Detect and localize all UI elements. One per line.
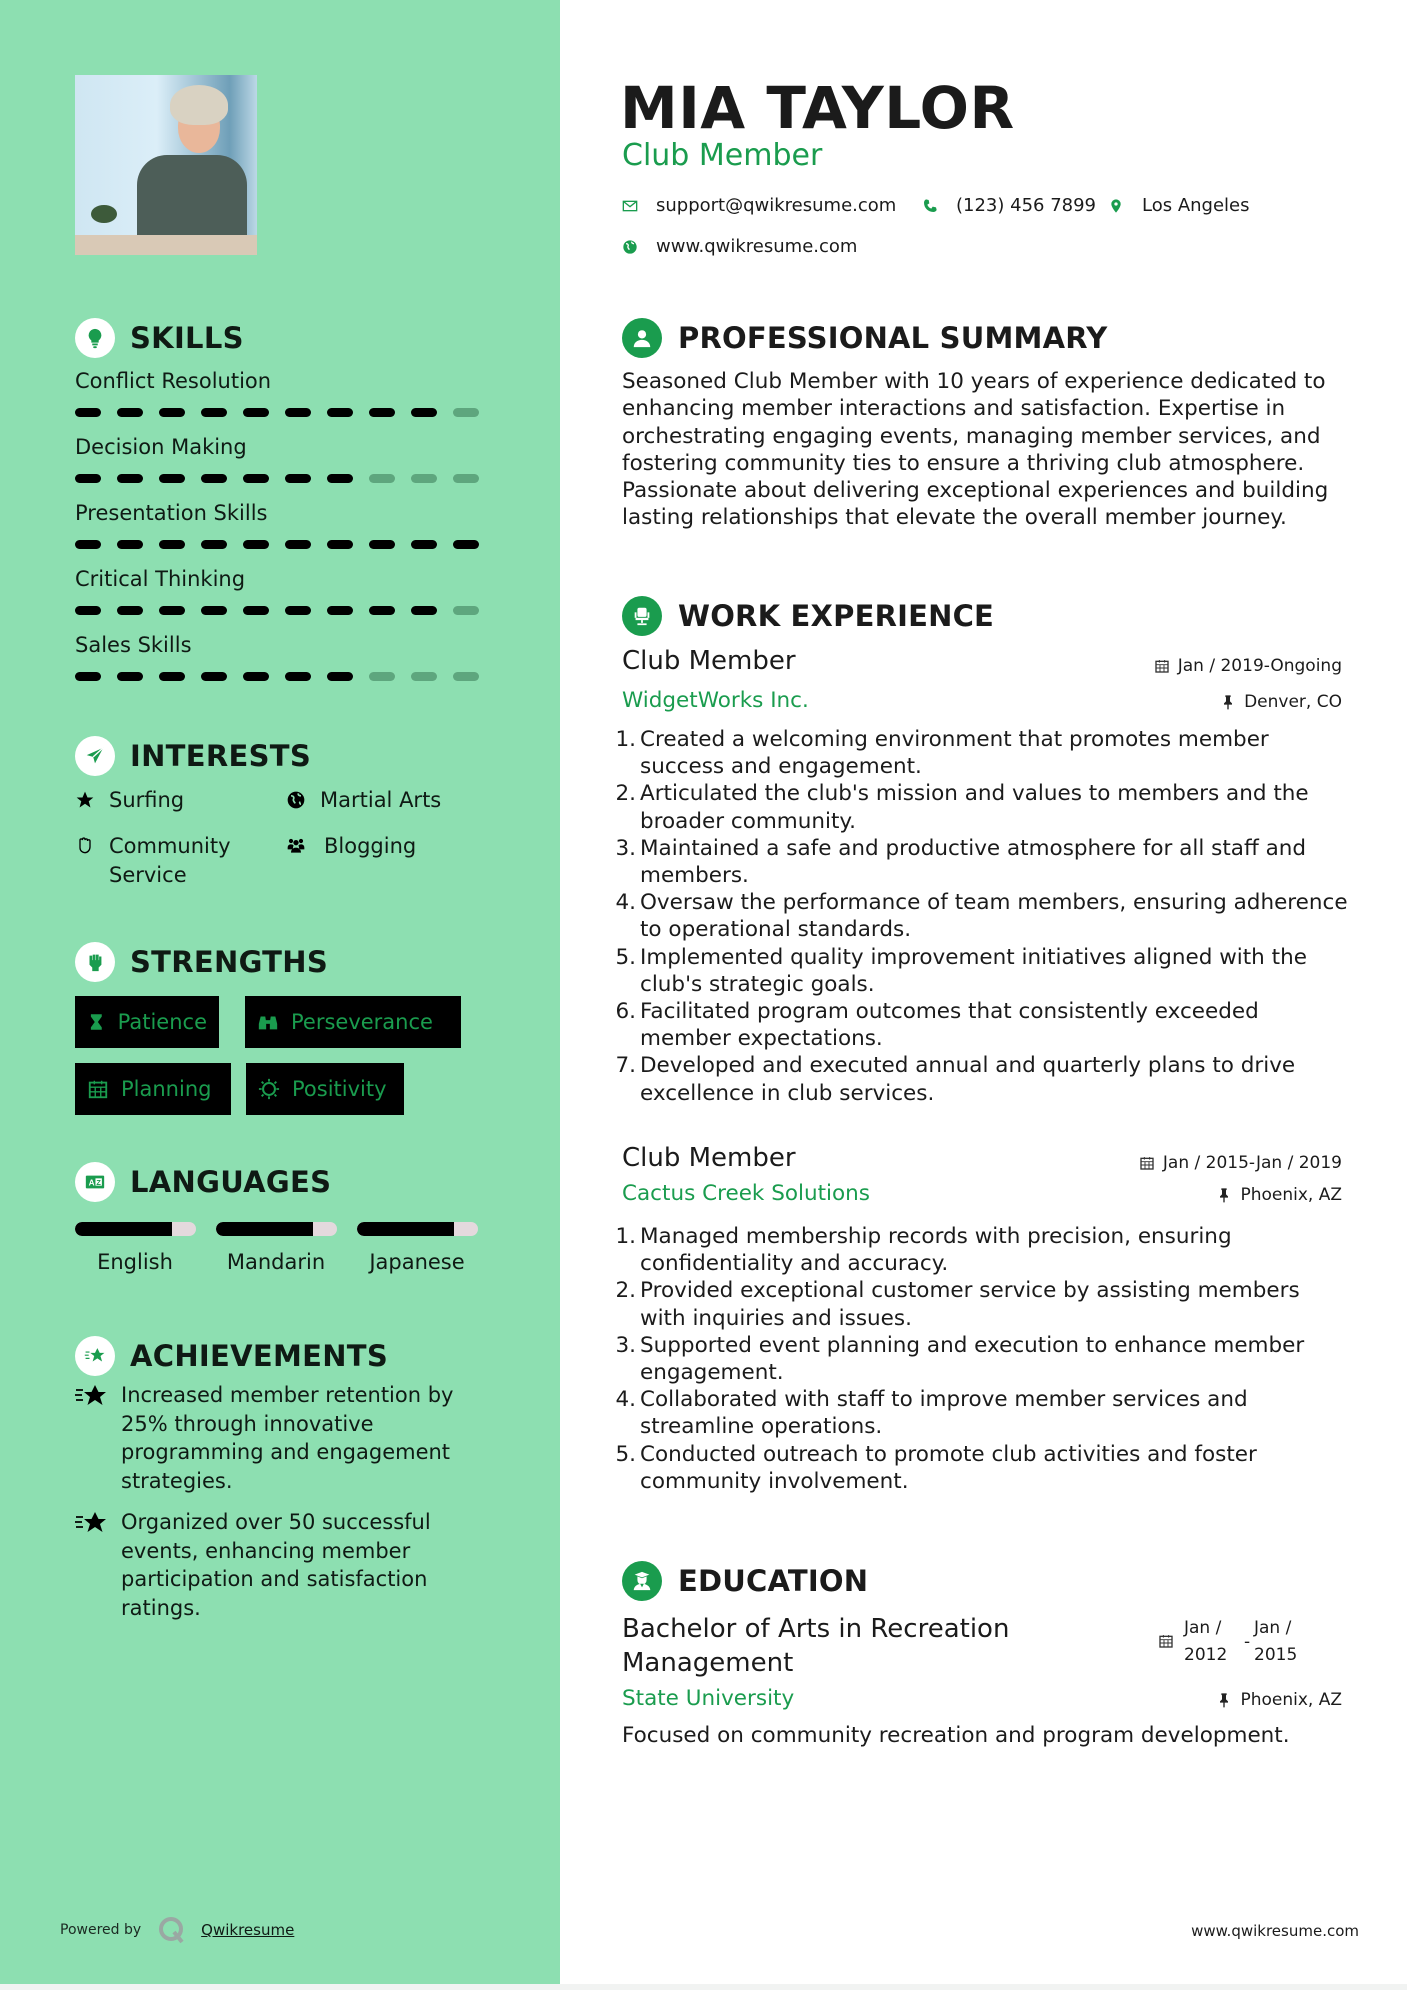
calendar-icon <box>1139 1155 1155 1171</box>
job-bullets <box>614 1223 1349 1495</box>
profile-photo <box>75 75 257 255</box>
job-bullet: 1. Managed membership records with precision, ensuring confidentiality and accuracy. <box>615 1224 1232 1277</box>
sun-icon <box>258 1078 280 1100</box>
skill-item <box>75 366 505 417</box>
pushpin-icon <box>1216 1187 1232 1203</box>
skill-label: Conflict Resolution <box>75 369 272 393</box>
job-company: Cactus Creek Solutions <box>622 1181 871 1206</box>
skill-item <box>75 432 505 483</box>
globe-icon <box>286 786 320 815</box>
achievements-title: ACHIEVEMENTS <box>130 1339 389 1373</box>
edu-school: State University <box>622 1686 795 1711</box>
contact-phone <box>922 195 1096 216</box>
education-header <box>622 1561 868 1601</box>
experience-title: WORK EXPERIENCE <box>678 599 995 633</box>
job-bullet: 6. Facilitated program outcomes that consistently exceeded member expectations. <box>615 999 1259 1052</box>
strength-label: Perseverance <box>291 1010 433 1034</box>
skill-label: Presentation Skills <box>75 501 268 525</box>
strength-label: Patience <box>117 1010 207 1034</box>
map-pin-icon <box>1108 198 1124 214</box>
interest-label: Community Service <box>109 834 231 887</box>
skill-label: Decision Making <box>75 435 247 459</box>
interest-item <box>286 832 506 861</box>
interest-label: Surfing <box>109 788 185 812</box>
phone-icon <box>922 198 938 214</box>
calendar-icon <box>87 1078 109 1100</box>
envelope-icon <box>622 198 638 214</box>
svg-text:Z: Z <box>96 1178 101 1188</box>
sidebar <box>0 0 560 1984</box>
website-text[interactable]: www.qwikresume.com <box>656 236 858 257</box>
language-level-bar <box>75 1222 196 1236</box>
job-bullet: 2. Articulated the club's mission and values to members and the broader community. <box>615 781 1309 834</box>
summary-header <box>622 318 1107 358</box>
binoculars-icon <box>257 1011 279 1033</box>
footer-website[interactable]: www.qwikresume.com <box>1191 1922 1359 1940</box>
strength-badge <box>75 1063 231 1115</box>
star-award-icon <box>75 1381 121 1495</box>
job-location-text: Denver, CO <box>1244 692 1342 712</box>
skill-level-meter <box>75 672 505 681</box>
interest-label: Martial Arts <box>320 788 442 812</box>
edu-date-separator: - <box>1244 1632 1251 1652</box>
summary-title: PROFESSIONAL SUMMARY <box>678 321 1108 355</box>
contact-email <box>622 195 896 216</box>
job-bullet: 5. Implemented quality improvement initiatives aligned with the club's strategic goals. <box>615 944 1307 997</box>
powered-by-label: Powered by <box>60 1922 142 1938</box>
skills-title: SKILLS <box>130 321 244 355</box>
job-bullet: 5. Conducted outreach to promote club activities and foster community involvement. <box>615 1441 1257 1494</box>
job-title: Club Member <box>622 1143 796 1173</box>
edu-dates <box>1158 1615 1314 1669</box>
job-bullet: 4. Collaborated with staff to improve member services and streamline operations. <box>615 1387 1248 1440</box>
achievements-header <box>75 1336 388 1376</box>
user-icon <box>622 318 662 358</box>
skill-item <box>75 498 505 549</box>
edu-description: Focused on community recreation and program development. <box>622 1723 1290 1748</box>
language-label: English <box>97 1250 173 1274</box>
skill-item <box>75 564 505 615</box>
candidate-name: MIA TAYLOR <box>620 74 1015 142</box>
strength-badge <box>75 996 219 1048</box>
qwikresume-logo-icon <box>157 1915 187 1945</box>
job-dates-text: Jan / 2015-Jan / 2019 <box>1162 1153 1342 1173</box>
job-bullet: 3. Supported event planning and execution to enhance member engagement. <box>615 1332 1305 1386</box>
hand-icon <box>75 832 109 890</box>
job-bullet: 2. Provided exceptional customer service by assisting members with inquiries and issues. <box>615 1278 1300 1331</box>
phone-text: (123) 456 7899 <box>956 195 1097 216</box>
job-bullet: 3. Maintained a safe and productive atmosphere for all staff and members. <box>615 835 1307 889</box>
powered-by <box>60 1915 294 1945</box>
users-icon <box>286 832 324 861</box>
education-title: EDUCATION <box>678 1564 869 1598</box>
strength-label: Planning <box>121 1077 212 1101</box>
paper-plane-icon <box>75 736 115 776</box>
skill-level-meter <box>75 540 505 549</box>
office-chair-icon <box>622 596 662 636</box>
summary-text: Seasoned Club Member with 10 years of experience dedicated to enhancing member interactions and satisfaction. Expertise in orchestrating engaging events, managing member services, and fostering community ties to ensure a thriving club atmosphere. Passionate about delivering exceptional experiences and building lasting relationships that elevate the overall member journey. <box>622 369 1329 531</box>
job-dates-text: Jan / 2019-Ongoing <box>1177 656 1342 676</box>
skill-level-meter <box>75 408 505 417</box>
experience-header <box>622 596 994 636</box>
job-dates <box>1139 1153 1342 1173</box>
fist-icon <box>75 942 115 982</box>
interests-header <box>75 736 311 776</box>
skill-item <box>75 630 505 681</box>
job-bullet: 4. Oversaw the performance of team members, ensuring adherence to operational standards. <box>615 890 1348 943</box>
job-bullet: 7. Developed and executed annual and quarterly plans to drive excellence in club services. <box>615 1053 1296 1106</box>
strength-label: Positivity <box>292 1077 387 1101</box>
edu-location-text: Phoenix, AZ <box>1240 1690 1342 1710</box>
achievement-item <box>75 1381 495 1495</box>
interest-item <box>75 832 255 890</box>
languages-header <box>75 1162 331 1202</box>
svg-text:A: A <box>88 1178 95 1188</box>
interests-title: INTERESTS <box>130 739 312 773</box>
job-location <box>1220 692 1342 712</box>
job-bullet: 1. Created a welcoming environment that promotes member success and engagement. <box>615 727 1269 780</box>
job-dates <box>1154 656 1342 676</box>
interest-label: Blogging <box>324 834 417 858</box>
contact-website <box>622 236 857 257</box>
graduate-icon <box>622 1561 662 1601</box>
pushpin-icon <box>1216 1692 1232 1708</box>
edu-end: Jan / 2015 <box>1254 1618 1298 1665</box>
skills-header <box>75 318 244 358</box>
skill-label: Critical Thinking <box>75 567 246 591</box>
language-level-bar <box>216 1222 337 1236</box>
job-bullets <box>614 726 1349 1107</box>
pushpin-icon <box>1220 694 1236 710</box>
strengths-title: STRENGTHS <box>130 945 329 979</box>
skill-level-meter <box>75 474 505 483</box>
globe-icon <box>622 239 638 255</box>
candidate-title: Club Member <box>622 138 823 173</box>
contact-location <box>1108 195 1250 216</box>
achievement-item <box>75 1508 495 1622</box>
edu-location <box>1216 1690 1342 1710</box>
strength-badge <box>246 1063 404 1115</box>
page-bottom-strip <box>0 1984 1407 1990</box>
job-location-text: Phoenix, AZ <box>1240 1185 1342 1205</box>
star-award-icon <box>75 1336 115 1376</box>
language-level-bar <box>357 1222 478 1236</box>
interest-item <box>286 786 506 815</box>
achievement-text: Increased member retention by 25% through innovative programming and engagement strategies. <box>121 1383 454 1493</box>
edu-degree: Bachelor of Arts in Recreation Management <box>622 1614 1010 1678</box>
hourglass-icon <box>87 1011 106 1033</box>
interest-item <box>75 786 275 815</box>
translate-icon <box>75 1162 115 1202</box>
language-label: Mandarin <box>226 1250 326 1274</box>
star-award-icon <box>75 1508 121 1622</box>
calendar-icon <box>1154 658 1170 674</box>
languages-title: LANGUAGES <box>130 1165 332 1199</box>
job-title: Club Member <box>622 646 796 676</box>
star-icon <box>75 786 109 815</box>
email-text[interactable]: support@qwikresume.com <box>656 195 897 216</box>
lightbulb-icon <box>75 318 115 358</box>
strengths-header <box>75 942 328 982</box>
edu-start: Jan / 2012 <box>1184 1618 1228 1665</box>
language-label: Japanese <box>369 1250 465 1274</box>
location-text: Los Angeles <box>1142 195 1250 216</box>
skill-level-meter <box>75 606 505 615</box>
job-location <box>1216 1185 1342 1205</box>
strength-badge <box>245 996 461 1048</box>
skill-label: Sales Skills <box>75 633 192 657</box>
achievement-text: Organized over 50 successful events, enhancing member participation and satisfaction ratings. <box>121 1510 431 1620</box>
job-company: WidgetWorks Inc. <box>622 688 809 713</box>
qwikresume-link[interactable]: Qwikresume <box>201 1921 295 1939</box>
calendar-icon <box>1158 1633 1174 1649</box>
